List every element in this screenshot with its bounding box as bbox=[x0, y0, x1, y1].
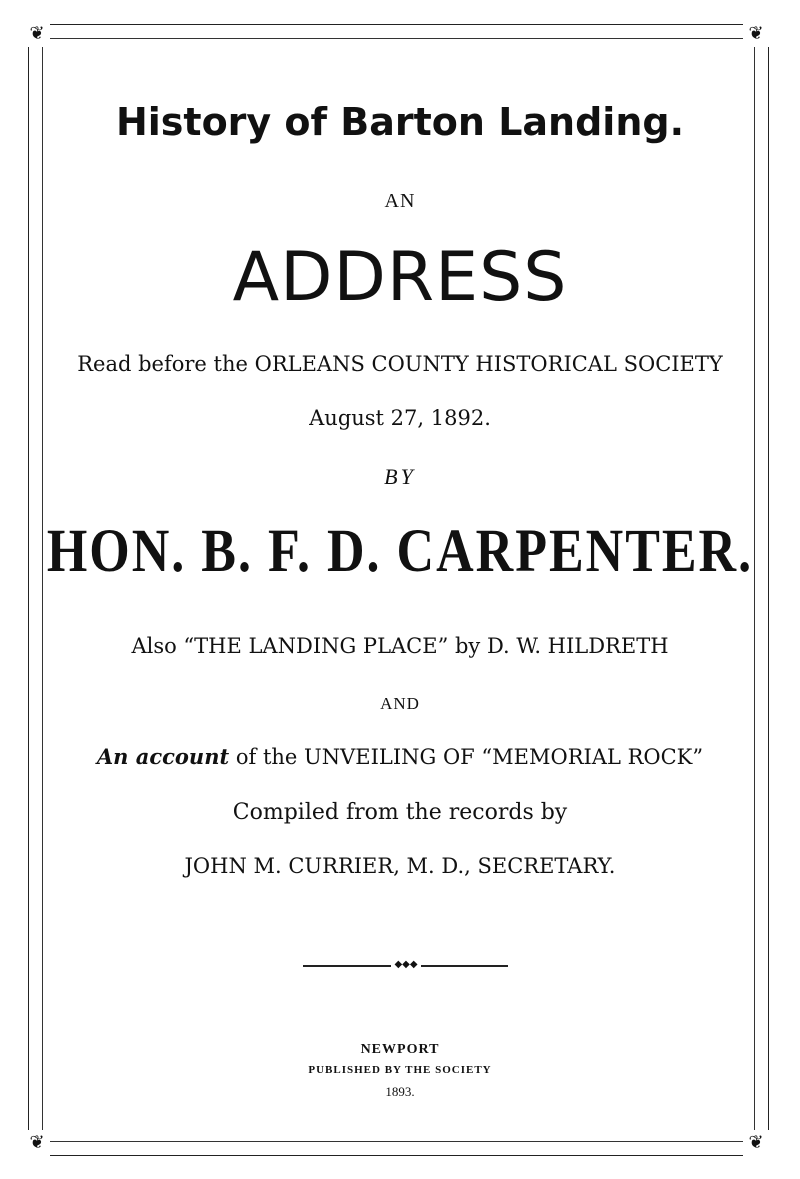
compiled-line: Compiled from the records by bbox=[232, 800, 568, 825]
account-line bbox=[0, 744, 800, 769]
by-label: BY bbox=[384, 464, 416, 489]
corner-ornament-icon: ❦ bbox=[24, 1130, 50, 1156]
corner-ornament-icon: ❦ bbox=[743, 1130, 769, 1156]
account-italic: An account bbox=[96, 744, 230, 769]
corner-ornament-icon: ❦ bbox=[24, 21, 50, 47]
an-label: AN bbox=[384, 190, 416, 212]
read-before-line: Read before the ORLEANS COUNTY HISTORICAL SOCIETY bbox=[77, 352, 723, 376]
diamond-ornament-icon: ◆◆◆ bbox=[391, 960, 421, 970]
imprint-place: NEWPORT bbox=[360, 1042, 440, 1057]
date-line: August 27, 1892. bbox=[309, 406, 491, 430]
divider-ornament bbox=[303, 959, 508, 970]
account-rest: of the UNVEILING OF “MEMORIAL ROCK” bbox=[235, 745, 704, 769]
corner-ornament-icon: ❦ bbox=[743, 21, 769, 47]
imprint-publisher: PUBLISHED BY THE SOCIETY bbox=[308, 1064, 492, 1076]
address-heading: ADDRESS bbox=[232, 238, 568, 317]
and-label: AND bbox=[380, 694, 420, 713]
compiler-name: JOHN M. CURRIER, M. D., SECRETARY. bbox=[184, 854, 616, 878]
imprint-year: 1893. bbox=[385, 1084, 415, 1099]
author-name: HON. B. F. D. CARPENTER. bbox=[46, 517, 754, 586]
also-line: Also “THE LANDING PLACE” by D. W. HILDRETH bbox=[131, 634, 669, 658]
book-title: History of Barton Landing. bbox=[115, 100, 685, 144]
